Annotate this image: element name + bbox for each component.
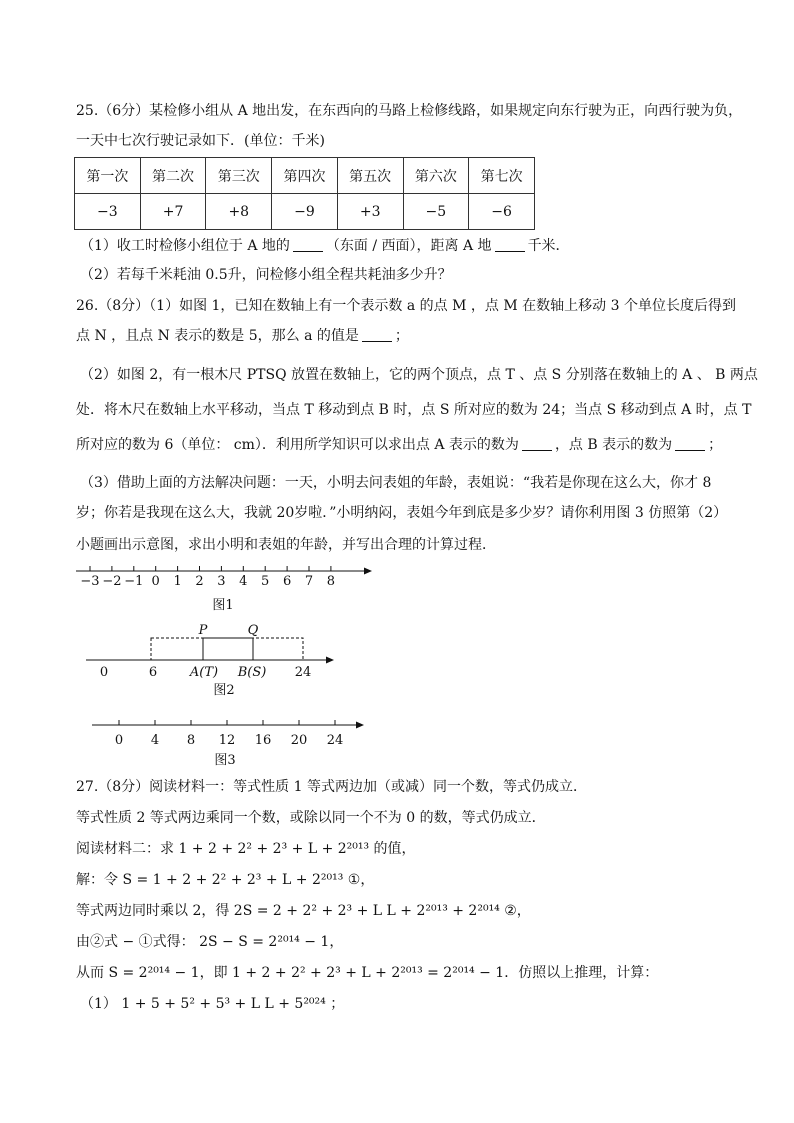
label-zero: 0: [99, 665, 109, 680]
q27-line7: 从而 S = 2²⁰¹⁴ − 1，即 1 + 2 + 2² + 2³ + L + 2²⁰¹³ = 2²⁰¹⁴ − 1．仿照以上推理，计算：: [76, 965, 659, 981]
table-header-cell: 第六次: [403, 158, 469, 194]
q27-line4: 解：令 S = 1 + 2 + 2² + 2³ + L + 2²⁰¹³ ①，: [76, 872, 375, 888]
tick-label: 4: [239, 574, 248, 589]
q26-line7: 岁；你若是我现在这么大，我就 20岁啦．”小明纳闷，表姐今年到底是多少岁？请你利用图 3 仿照第（2）: [76, 505, 728, 521]
label-p: P: [198, 623, 208, 638]
q25-sub1-text-a: （1）收工时检修小组位于 A 地的: [80, 238, 290, 254]
table-header-cell: 第五次: [337, 158, 403, 194]
ruler-ptsq: [203, 638, 253, 660]
q26-line5-text-b: ，点 B 表示的数为: [554, 437, 673, 453]
arrow-head: [356, 722, 364, 729]
table-header-cell: 第三次: [206, 158, 272, 194]
q26-line2-end: ；: [394, 328, 409, 344]
table-value-cell: +8: [206, 194, 272, 230]
table-value-cell: +3: [337, 194, 403, 230]
tick-label: 4: [150, 733, 160, 748]
tick-label: 1: [173, 574, 182, 589]
label-six: 6: [148, 665, 158, 680]
label-twenty-four: 24: [294, 665, 312, 680]
tick-label: 8: [326, 574, 336, 589]
q27-line2: 等式性质 2 等式两边乘同一个数，或除以同一个不为 0 的数，等式仍成立．: [76, 810, 546, 826]
table-value-cell: +7: [140, 194, 206, 230]
tick-label: 0: [114, 733, 124, 748]
table-value-cell: −6: [469, 194, 535, 230]
figure-2-caption: 图2: [213, 683, 235, 698]
q25-sub2: （2）若每千米耗油 0.5升，问检修小组全程共耗油多少升？: [80, 267, 452, 283]
table-value-cell: −5: [403, 194, 469, 230]
q26-line8: 小题画出示意图，求出小明和表姐的年龄，并写出合理的计算过程．: [76, 537, 496, 553]
q27-line6: 由②式 − ①式得： 2S − S = 2²⁰¹⁴ − 1，: [76, 934, 344, 950]
tick-label: −1: [124, 574, 144, 589]
q26-line6: （3）借助上面的方法解决问题：一天，小明去问表姐的年龄，表姐说：“我若是你现在这么大，你才 8: [80, 475, 712, 491]
q26-line1: 26.（8分）（1）如图 1，已知在数轴上有一个表示数 a 的点 M ，点 M 在数轴上移动 3 个单位长度后得到: [76, 298, 736, 314]
tick-label: 3: [217, 574, 226, 589]
tick-label: 20: [290, 733, 308, 748]
figure-1-caption: 图1: [212, 598, 234, 613]
tick-label: 12: [218, 733, 236, 748]
tick-label: 7: [304, 574, 314, 589]
q26-line2-text: 点 N ，且点 N 表示的数是 5，那么 a 的值是: [76, 328, 359, 344]
q27-line3: 阅读材料二：求 1 + 2 + 2² + 2³ + L + 2²⁰¹³ 的值，: [76, 841, 416, 857]
q25-sub1-text-c: 千米．: [527, 238, 570, 254]
tick-label: −2: [102, 574, 122, 589]
q25-line2: 一天中七次行驶记录如下．(单位：千米): [76, 133, 325, 149]
table-header-cell: 第二次: [140, 158, 206, 194]
table-header-cell: 第一次: [75, 158, 141, 194]
q25-sub1-text-b: （东面 / 西面），距离 A 地: [325, 238, 492, 254]
label-a-t: A(T): [189, 665, 219, 680]
tick-label: 2: [195, 574, 204, 589]
tick-label: 0: [151, 574, 160, 589]
tick-label: 24: [326, 733, 344, 748]
table-header-cell: 第四次: [272, 158, 338, 194]
figure-3-number-line: [92, 720, 364, 768]
q26-line5-end: ；: [708, 437, 723, 453]
tick-label: 16: [254, 733, 272, 748]
figure-3-caption: 图3: [214, 753, 236, 768]
q26-line4: 处．将木尺在数轴上水平移动，当点 T 移动到点 B 时，点 S 所对应的数为 24；当点 S 移动到点 A 时，点 T: [76, 402, 752, 418]
label-b-s: B(S): [237, 665, 267, 680]
table-header-cell: 第七次: [469, 158, 535, 194]
q26-line3: （2）如图 2，有一根木尺 PTSQ 放置在数轴上，它的两个顶点，点 T 、点 S 分别落在数轴上的 A 、 B 两点: [80, 367, 758, 383]
arrow-head: [364, 568, 372, 575]
q27-line5: 等式两边同时乘以 2，得 2S = 2 + 2² + 2³ + L L + 2²⁰¹³ + 2²⁰¹⁴ ②，: [76, 903, 531, 919]
table-value-cell: −9: [272, 194, 338, 230]
tick-label: 6: [282, 574, 292, 589]
table-value-cell: −3: [75, 194, 141, 230]
tick-label: 5: [261, 574, 270, 589]
q27-line1: 27.（8分）阅读材料一：等式性质 1 等式两边加（或减）同一个数，等式仍成立．: [76, 779, 587, 795]
q26-line5-text-a: 所对应的数为 6（单位： cm）．利用所学知识可以求出点 A 表示的数为: [76, 437, 519, 453]
label-q: Q: [247, 623, 259, 638]
figure-2-ruler-diagram: [86, 623, 334, 698]
figure-1-number-line: [76, 566, 372, 613]
arrow-head: [326, 657, 334, 664]
q25-line1: 25.（6分）某检修小组从 A 地出发，在东西向的马路上检修线路，如果规定向东行驶为正，向西行驶为负，: [76, 103, 743, 119]
tick-label: 8: [186, 733, 196, 748]
q27-line8: （1） 1 + 5 + 5² + 5³ + L L + 5²⁰²⁴ ；: [80, 996, 345, 1012]
tick-label: −3: [80, 574, 100, 589]
